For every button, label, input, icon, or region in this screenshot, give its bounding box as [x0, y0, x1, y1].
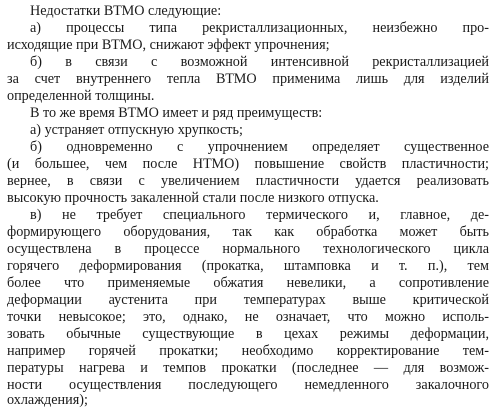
text-line: определенной толщины.	[7, 88, 155, 104]
text-line: вернее, в связи с увеличением пластичности удается реализовать	[7, 173, 489, 189]
text-line: б) одновременно с упрочнением определяет существенное	[30, 139, 489, 155]
text-line: в) не требует специального термического и, главное, де-	[30, 207, 489, 223]
text-line: пературы нагрева и темпов прокатки (последнее — для возмож-	[7, 360, 489, 376]
text-line: за счет внутреннего тепла ВТМО применима лишь для изделий	[7, 71, 489, 87]
text-line: охлаждения);	[7, 392, 88, 408]
text-line: В то же время ВТМО имеет и ряд преимуществ:	[30, 105, 323, 121]
text-line: б) в связи с возможной интенсивной рекристаллизацией	[30, 54, 489, 70]
text-line: высокую прочность закаленной стали после низкого отпуска.	[7, 190, 379, 206]
text-line: Недостатки ВТМО следующие:	[30, 3, 222, 19]
text-line: горячего деформирования (прокатка, штамповка и т. п.), тем	[7, 258, 489, 274]
text-line: осуществлена в процессе нормального технологического цикла	[7, 241, 489, 257]
text-line: зовать обычные существующие в цехах режимы деформации,	[7, 326, 489, 342]
text-line: формирующего оборудования, так как обработка может быть	[7, 224, 489, 240]
text-line: деформации аустенита при температурах выше критической	[7, 292, 489, 308]
text-line: например горячей прокатки; необходимо корректирование тем-	[7, 343, 489, 359]
text-line: более что применяемые обжатия невелики, а сопротивление	[7, 275, 489, 291]
text-line: (и большее, чем после НТМО) повышение свойств пластичности;	[7, 156, 489, 172]
text-line: а) устраняет отпускную хрупкость;	[30, 122, 243, 138]
text-line: а) процессы типа рекристаллизационных, неизбежно про-	[30, 20, 489, 36]
text-line: исходящие при ВТМО, снижают эффект упрочнения;	[7, 37, 330, 53]
text-line: ности осуществления последующего немедленного закалочного	[7, 377, 489, 393]
text-line: точки невысокое; это, однако, не означает, что можно исполь-	[7, 309, 489, 325]
